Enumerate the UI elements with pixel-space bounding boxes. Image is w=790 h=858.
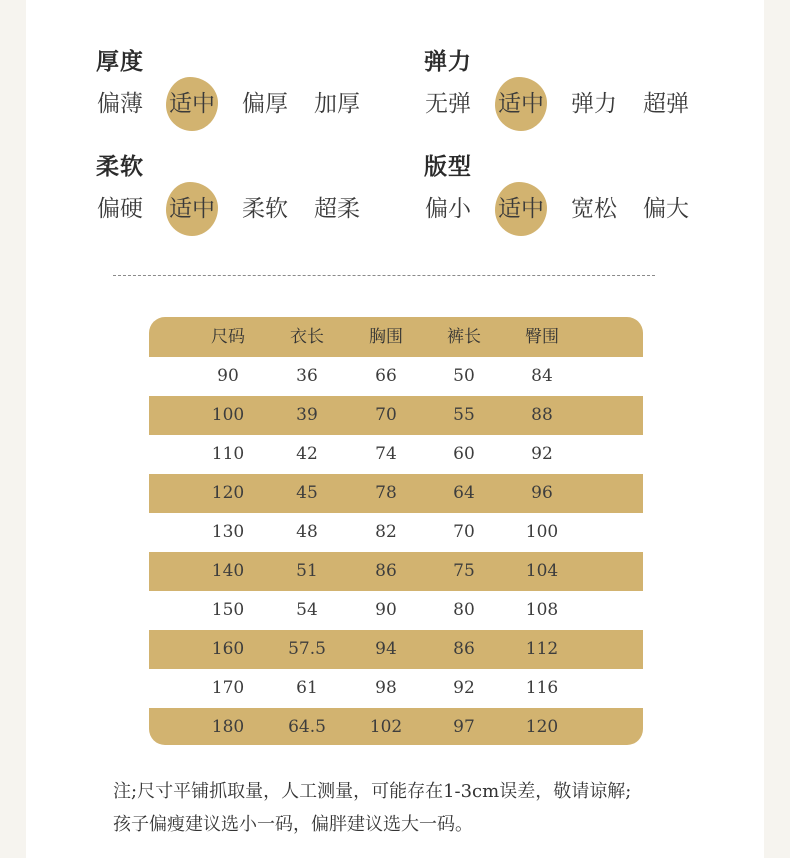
cell-size: 160 xyxy=(211,639,245,659)
cell-size: 100 xyxy=(211,405,245,425)
table-row xyxy=(149,708,643,745)
cell-chest: 86 xyxy=(375,561,397,581)
attr-options-elasticity xyxy=(424,79,744,129)
option-softness-stiff: 偏硬 xyxy=(97,196,143,222)
table-row xyxy=(149,552,643,591)
cell-top-length: 64.5 xyxy=(288,717,326,737)
attr-group-fit xyxy=(424,150,744,234)
attr-group-softness xyxy=(96,150,416,234)
option-softness-medium-selected: 适中 xyxy=(164,184,220,234)
option-fit-medium-selected: 适中 xyxy=(493,184,549,234)
cell-top-length: 39 xyxy=(296,405,318,425)
note-line-1: 注;尺寸平铺抓取量，人工测量，可能存在1-3cm误差，敬请谅解; xyxy=(113,781,632,802)
attr-title-thickness: 厚度 xyxy=(96,48,144,75)
attr-options-fit xyxy=(424,184,744,234)
option-fit-loose: 宽松 xyxy=(571,196,617,222)
cell-pants-length: 50 xyxy=(453,366,475,386)
attr-title-softness: 柔软 xyxy=(96,153,144,180)
cell-size: 90 xyxy=(217,366,239,386)
cell-hip: 108 xyxy=(525,600,559,620)
cell-pants-length: 86 xyxy=(453,639,475,659)
cell-size: 170 xyxy=(211,678,245,698)
cell-top-length: 51 xyxy=(296,561,318,581)
cell-pants-length: 55 xyxy=(453,405,475,425)
cell-chest: 102 xyxy=(369,717,403,737)
table-row xyxy=(149,513,643,552)
table-row xyxy=(149,591,643,630)
cell-chest: 90 xyxy=(375,600,397,620)
cell-size: 110 xyxy=(211,444,245,464)
cell-size: 140 xyxy=(211,561,245,581)
cell-top-length: 42 xyxy=(296,444,318,464)
cell-chest: 66 xyxy=(375,366,397,386)
attr-options-thickness xyxy=(96,79,416,129)
cell-hip: 116 xyxy=(525,678,559,698)
cell-hip: 100 xyxy=(525,522,559,542)
cell-pants-length: 64 xyxy=(453,483,475,503)
attr-group-thickness xyxy=(96,45,416,129)
cell-pants-length: 80 xyxy=(453,600,475,620)
cell-hip: 120 xyxy=(525,717,559,737)
attr-title-elasticity: 弹力 xyxy=(424,48,472,75)
option-elasticity-super: 超弹 xyxy=(643,91,689,117)
option-softness-super-soft: 超柔 xyxy=(314,196,360,222)
cell-top-length: 54 xyxy=(296,600,318,620)
table-row xyxy=(149,630,643,669)
cell-top-length: 61 xyxy=(296,678,318,698)
size-table xyxy=(149,317,643,745)
attr-group-elasticity xyxy=(424,45,744,129)
dashed-divider xyxy=(113,275,655,276)
cell-pants-length: 92 xyxy=(453,678,475,698)
cell-pants-length: 70 xyxy=(453,522,475,542)
note-line-2: 孩子偏瘦建议选小一码，偏胖建议选大一码。 xyxy=(113,814,473,835)
header-pants-length: 裤长 xyxy=(447,327,481,347)
cell-top-length: 45 xyxy=(296,483,318,503)
cell-size: 180 xyxy=(211,717,245,737)
cell-size: 120 xyxy=(211,483,245,503)
cell-hip: 96 xyxy=(531,483,553,503)
table-row xyxy=(149,396,643,435)
cell-hip: 92 xyxy=(531,444,553,464)
header-chest: 胸围 xyxy=(369,327,403,347)
cell-chest: 78 xyxy=(375,483,397,503)
cell-size: 130 xyxy=(211,522,245,542)
header-hip: 臀围 xyxy=(525,327,559,347)
option-softness-soft: 柔软 xyxy=(242,196,288,222)
option-elasticity-medium-selected: 适中 xyxy=(493,79,549,129)
cell-chest: 98 xyxy=(375,678,397,698)
table-row xyxy=(149,435,643,474)
cell-pants-length: 75 xyxy=(453,561,475,581)
size-table-header xyxy=(149,317,643,357)
option-elasticity-elastic: 弹力 xyxy=(571,91,617,117)
table-row xyxy=(149,669,643,708)
page-edge-right xyxy=(764,0,790,858)
option-fit-small: 偏小 xyxy=(425,196,471,222)
cell-hip: 88 xyxy=(531,405,553,425)
cell-top-length: 48 xyxy=(296,522,318,542)
cell-hip: 112 xyxy=(525,639,559,659)
header-size: 尺码 xyxy=(211,327,245,347)
cell-hip: 84 xyxy=(531,366,553,386)
cell-chest: 74 xyxy=(375,444,397,464)
option-thickness-thick: 偏厚 xyxy=(242,91,288,117)
option-thickness-extra-thick: 加厚 xyxy=(314,91,360,117)
cell-size: 150 xyxy=(211,600,245,620)
table-row xyxy=(149,474,643,513)
option-fit-large: 偏大 xyxy=(643,196,689,222)
cell-top-length: 57.5 xyxy=(288,639,326,659)
option-thickness-medium-selected: 适中 xyxy=(164,79,220,129)
attr-title-fit: 版型 xyxy=(424,153,472,180)
page-edge-left xyxy=(0,0,26,858)
option-elasticity-none: 无弹 xyxy=(425,91,471,117)
cell-chest: 94 xyxy=(375,639,397,659)
table-row xyxy=(149,357,643,396)
cell-pants-length: 97 xyxy=(453,717,475,737)
attr-options-softness xyxy=(96,184,416,234)
header-top-length: 衣长 xyxy=(290,327,324,347)
cell-top-length: 36 xyxy=(296,366,318,386)
option-thickness-thin: 偏薄 xyxy=(97,91,143,117)
cell-chest: 70 xyxy=(375,405,397,425)
cell-pants-length: 60 xyxy=(453,444,475,464)
cell-hip: 104 xyxy=(525,561,559,581)
cell-chest: 82 xyxy=(375,522,397,542)
